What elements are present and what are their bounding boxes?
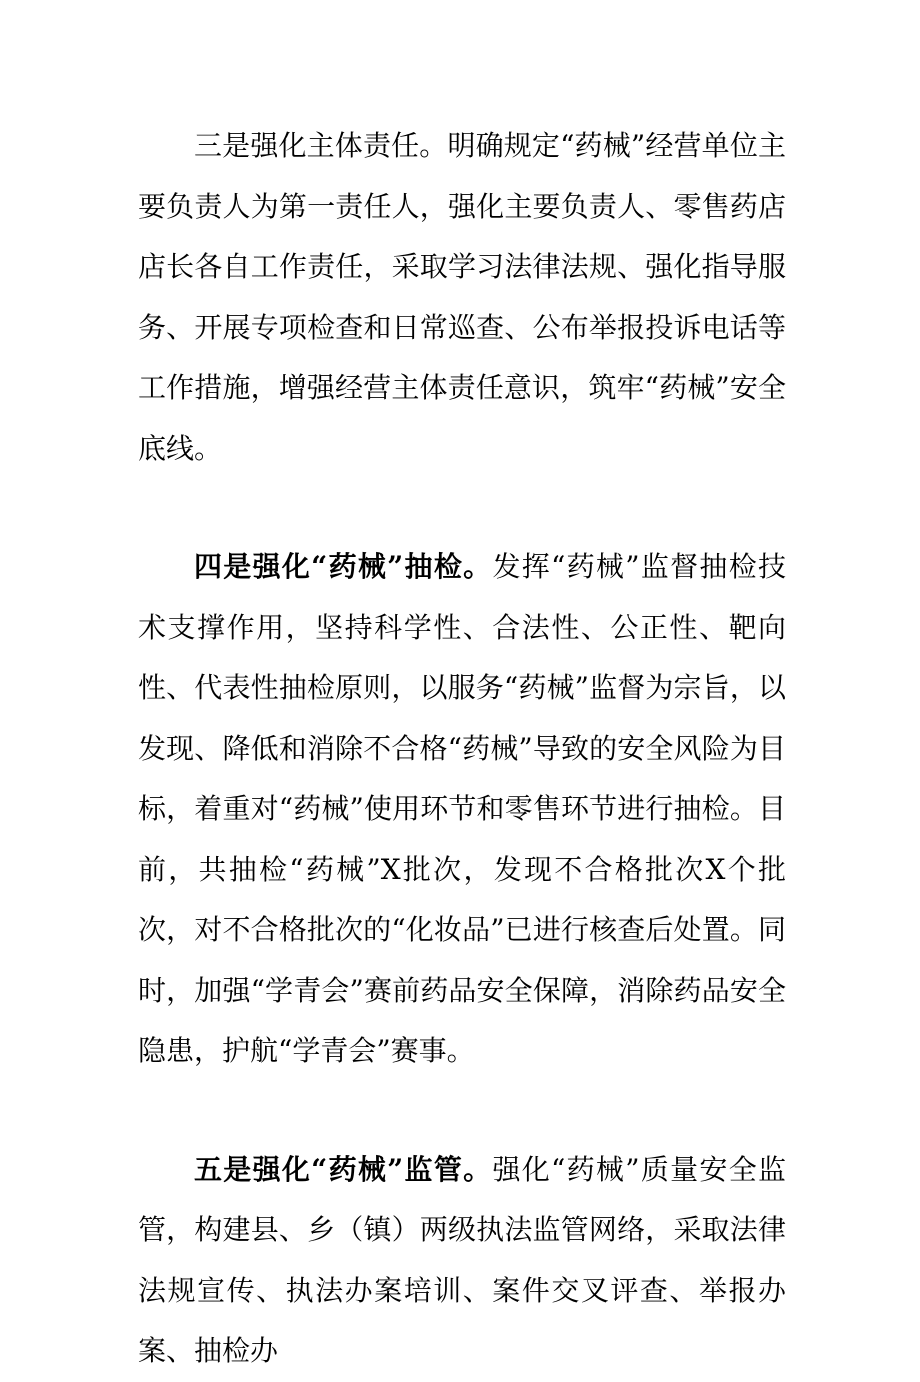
- paragraph-lead: 四是强化“药械”抽检。: [194, 550, 493, 583]
- paragraph-sampling-inspection: [138, 537, 786, 1082]
- paragraph-main-responsibility: [138, 116, 786, 479]
- paragraph-text: 强化“药械”质量安全监管，构建县、乡（镇）两级执法监管网络，采取法律法规宣传、执法办案培训、案件交叉评查、举报办案、抽检办: [138, 1152, 786, 1367]
- paragraph-lead: 五是强化“药械”监管。: [194, 1152, 493, 1186]
- paragraph-supervision: [138, 1140, 786, 1382]
- document-body: [138, 116, 786, 1382]
- paragraph-text: 发挥“药械”监督抽检技术支撑作用，坚持科学性、合法性、公正性、靶向性、代表性抽检原则，以服务“药械”监督为宗旨，以发现、降低和消除不合格“药械”导致的安全风险为目标，着重对“药械”使用环节和零售环节进行抽检。目前，共抽检“药械”X批次，发现不合格批次X个批次，对不合格批次的“化妆品”已进行核查后处置。同时，加强“学青会”赛前药品安全保障，消除药品安全隐患，护航“学青会”赛事。: [138, 550, 786, 1067]
- paragraph-text: 三是强化主体责任。明确规定“药械”经营单位主要负责人为第一责任人，强化主要负责人、零售药店店长各自工作责任，采取学习法律法规、强化指导服务、开展专项检查和日常巡查、公布举报投诉电话等工作措施，增强经营主体责任意识，筑牢“药械”安全底线。: [138, 129, 786, 465]
